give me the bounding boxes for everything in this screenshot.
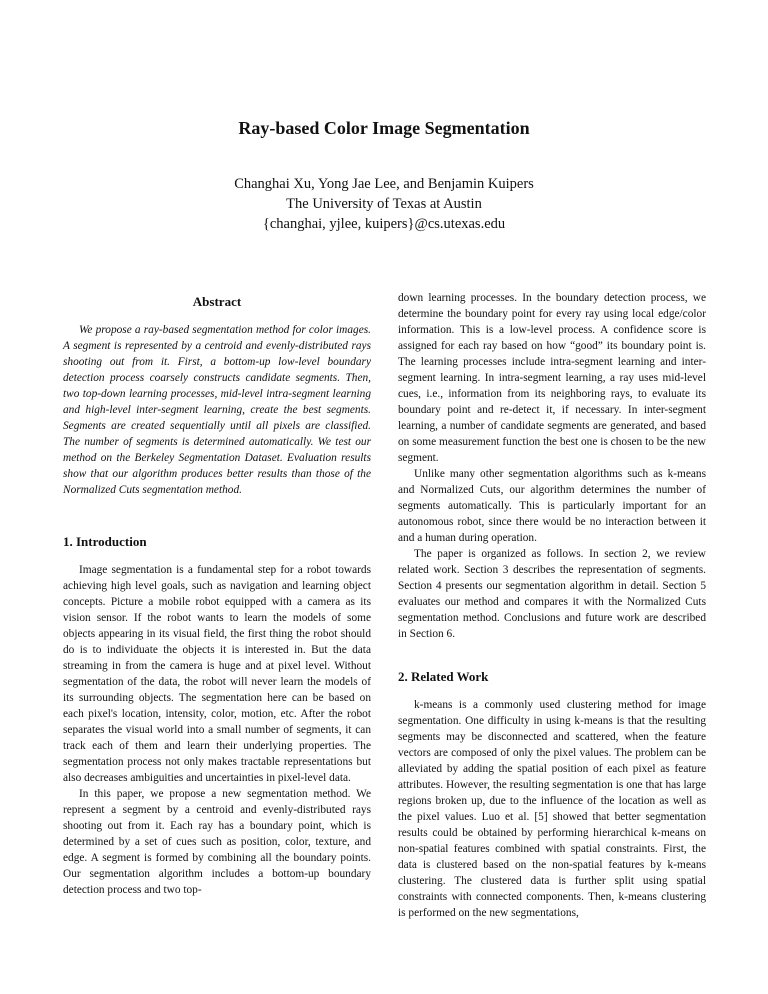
intro-paragraph-2: In this paper, we propose a new segmentation method. We represent a segment by a centroid and evenly-distributed rays shooting out from it. Each ray has a boundary point, which is determined by a set of cues such as position, color, texture, and edge. A segment is formed by combining all the boundary points. Our segmentation algorithm includes a bottom-up boundary detection process and two top- [63,788,371,896]
author-affiliation: The University of Texas at Austin [286,196,482,212]
section-heading-introduction: 1. Introduction [63,534,147,549]
intro-paragraph-2-continued: down learning processes. In the boundary detection process, we determine the boundary point for every ray using local edge/color information. This is a low-level process. A confidence score is assigned for each ray based on how “good” its boundary point is. The learning processes include intra-segment learning and inter-segment learning. In intra-segment learning, a ray uses mid-level cues, i.e., information from its neighboring rays, to evaluate its boundary point and re-detect it, if necessary. In inter-segment learning, a number of candidate segments are generated, and based on some measurement function the best one is chosen to be the new segment. [398,292,706,464]
paper-title: Ray-based Color Image Segmentation [238,118,530,138]
intro-paragraph-3: Unlike many other segmentation algorithms such as k-means and Normalized Cuts, our algorithm determines the number of segments automatically. This is particularly important for an autonomous robot, since there would be no interaction between it and a human during operation. [398,468,706,544]
right-column [398,290,706,921]
intro-paragraph-1: Image segmentation is a fundamental step for a robot towards achieving high level goals, such as navigation and learning object concepts. Picture a mobile robot equipped with a camera as its vision sensor. If the robot wants to learn the models of some objects appearing in its visual field, the first thing the robot should do is to individuate the objects it is interested in. But the data streaming in from the camera is huge and at pixel level. Without segmentation of the data, the robot will never learn the models of its surrounding objects. The segmentation here can be based on each pixel's location, intensity, color, motion, etc. After the robot separates the visual world into a small number of segments, it can track each of them and learn their underlying properties. The segmentation process not only makes tractable representations but also decreases ambiguities and uncertainties in pixel-level data. [63,564,371,784]
left-column [63,294,371,898]
section-heading-related-work: 2. Related Work [398,669,489,684]
author-email: {changhai, yjlee, kuipers}@cs.utexas.edu [262,216,506,232]
intro-paragraph-4: The paper is organized as follows. In section 2, we review related work. Section 3 describes the representation of segments. Section 4 presents our segmentation algorithm in detail. Section 5 evaluates our method and compares it with the Normalized Cuts segmentation method. Conclusions and future work are described in Section 6. [398,548,706,640]
author-block [0,174,768,234]
abstract-heading: Abstract [192,294,242,309]
author-names: Changhai Xu, Yong Jae Lee, and Benjamin Kuipers [234,176,534,192]
abstract-text: We propose a ray-based segmentation method for color images. A segment is represented by a centroid and evenly-distributed rays shooting out from it. First, a bottom-up low-level boundary detection process coarsely constructs candidate segments. Then, two top-down learning processes, mid-level intra-segment learning and high-level inter-segment learning, create the best segments. Segments are created sequentially until all pixels are classified. The number of segments is determined automatically. We test our method on the Berkeley Segmentation Dataset. Evaluation results show that our algorithm produces better results than those of the Normalized Cuts segmentation method. [63,324,371,496]
related-work-paragraph-1: k-means is a commonly used clustering method for image segmentation. One difficulty in using k-means is that the resulting segments may be disconnected and scattered, when the feature vectors are composed of only the pixel values. The problem can be alleviated by adding the spatial position of each pixel as feature attributes. However, the resulting segmentation is one that has large regions broken up, due to the influence of the location as well as the pixel values. Luo et al. [5] showed that better segmentation results could be obtained by performing hierarchical k-means on non-spatial features combined with spatial constraints. First, the data is clustered based on the non-spatial features by k-means clustering. The clustered data is further split using spatial constraints with connected components. Then, k-means clustering is performed on the new segmentations, [398,699,706,919]
